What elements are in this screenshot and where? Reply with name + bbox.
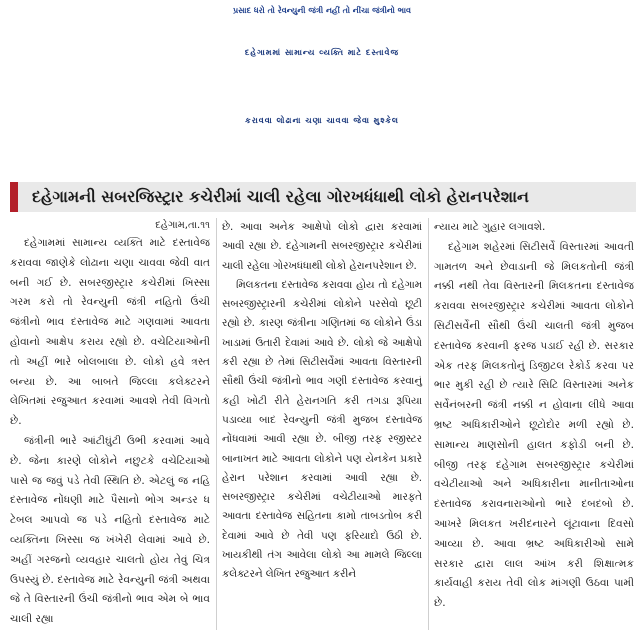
headline-line-2: કરાવવા લોઢાના ચણા ચાવવા જેવા મુશ્કેલ [245,116,399,125]
paragraph: દહેગામમાં સામાન્ય વ્યક્તિ માટે દસ્તાવેજ કરાવવા જાણેકે લોઢાના ચણા ચાવવા જેવી વાત બની ગઈ છે. સબરજીસ્ટ્રાર કચેરીમાં ખિસ્સા ગરમ કરો તો રેવન્યુની જંત્રી નહિતો ઉંચી જંત્રીનો ભાવ દસ્તાવેજ માટે ગણવામાં આવતા હોવાનો આક્ષેપ કરાય રહ્યો છે. વચેટિયાઓની તો અહીં ભારે બોલબાલા છે. લોકો હવે ત્રસ્ત બન્યા છે. આ બાબતે જિલ્લા કલેક્ટરને લેખિતમાં રજુઆત કરવામાં આવશે તેવી વિગતો છે. [10,237,210,428]
column-divider [428,218,429,630]
dateline: દહેગામ,તા.૧૧ [155,220,210,231]
article-column-1 [10,218,210,630]
paragraph: છે. આવા અનેક આક્ષેપો લોકો દ્વારા કરવામાં આવી રહ્યા છે. દહેગામની સબરજીસ્ટ્રાર કચેરીમાં ચાલી રહેલા ગોરખધંધાથી લોકો હેરાનપરેશાન છે. [222,221,422,272]
article-column-2 [222,218,422,585]
subheadline-bar [10,182,636,212]
article-column-3 [434,218,634,614]
subheadline-text: દહેગામની સબરજિસ્ટ્રાર કચેરીમાં ચાલી રહેલા ગોરખધંધાથી લોકો હેરાનપરેશાન [32,187,529,206]
kicker-headline: પ્રસાદ ધરો તો રેવન્યુની જંત્રી નહીં તો નીંચા જંત્રીનો ભાવ [232,6,412,15]
paragraph: જંત્રીની ભારે આંટીઘુંટી ઉભી કરવામાં આવે છે. જેના કારણે લોકોને નછુટકે વચેટિયાઓ પાસે જ જવું પડે તેવી સ્થિતિ છે. એટલું જ નહિ દસ્તાવેજ નોંધણી માટે પૈસાનો ભોગ અન્ડર ધ ટેબલ આપવો જ પડે નહિતો દસ્તાવેજ માટે વ્યક્તિના ખિસ્સા જ ખંખેરી લેવામાં આવે છે. અહીં ગરજનો વ્યવહાર ચાલતો હોય તેવું ચિત્ર ઉપસ્યું છે. દસ્તાવેજ માટે રેવન્યુની જંત્રી અથવા જે તે વિસ્તારની ઉંચી જંત્રીનો ભાવ એમ બે ભાવ ચાલી રહ્યા [10,434,210,626]
headline-line-1: દહેગામમાં સામાન્ય વ્યક્તિ માટે દસ્તાવેજ [244,48,400,57]
column-divider [216,218,217,630]
paragraph: મિલકતના દસ્તાવેજ કરાવવા હોય તો દહેગામ સબરજીસ્ટ્રારની કચેરીમાં લોકોને પરસેવો છૂટી રહ્યો છે. કારણ જંત્રીના ગણિતમાં જ લોકોને ઉંડા ખાડામાં ઉતારી દેવામાં આવે છે. લોકો જે આક્ષેપો કરી રહ્યા છે તેમાં સિટીસર્વેમાં આવતા વિસ્તારની સૌથી ઉંચી જંત્રીનો ભાવ ગણી દસ્તાવેજ કરવાનું કહી ખોટી રીતે હેરાનગતિ કરી તગડા રૂપિયા પડાવ્યા બાદ રેવન્યુની જંત્રી મુજબ દસ્તાવેજ નોંધવામાં આવી રહ્યા છે. બીજી તરફ રજીસ્ટર બાનાખત માટે આવતા લોકોને પણ યેનકેન પ્રકારે હેરાન પરેશાન કરવામાં આવી રહ્યા છે. સબરજીસ્ટ્રાર કચેરીમાં વચેટીયાઓ મારફતે આવતા દસ્તાવેજ સહિતના કામો તાબડતોબ કરી દેવામાં આવે છે તેવી પણ ફરિયાદો ઉઠી છે. ખાયકીથી તંગ આવેલા લોકો આ મામલે જિલ્લા કલેક્ટરને લેખિત રજુઆત કરીને [222,278,422,581]
paragraph: ન્યાય માટે ગુહાર લગાવશે. [434,221,546,233]
paragraph: દહેગામ શહેરમાં સિટીસર્વે વિસ્તારમાં આવતી ગામતળ અને છેવાડાની જે મિલકતોની જંત્રી નક્કી નથી તેવા વિસ્તારની મિલકતના દસ્તાવેજ કરાવવા સબરજીસ્ટ્રાર કચેરીમાં આવતા લોકોને સિટીસર્વેની સૌથી ઉંચી ચાલતી જંત્રી મુજબ દસ્તાવેજ કરવાની ફરજ પડાઈ રહી છે. સરકાર એક તરફ મિલકતોનું ડિજીટલ રેકોર્ડ કરવા પર ભાર મુકી રહી છે ત્યારે સિટિ વિસ્તારમાં અનેક સર્વેનંબરની જંત્રી નક્કી ન હોવાના લીધે આવા ભ્રષ્ટ અધિકારીઓને છૂટોદોર મળી રહ્યો છે. સામાન્ય માણસોની હાલત કફોડી બની છે. બીજી તરફ દહેગામ સબરજીસ્ટ્રાર કચેરીમાં વચેટીયાઓ અને અધિકારીના માનીતાઓના દસ્તાવેજ કરાવનારાઓનો ભારે દબદબો છે. આખરે મિલકત ખરીદનારને લૂંટાવાના દિવસો આવ્યા છે. આવા ભ્રષ્ટ અધિકારીઓ સામે સરકાર દ્વારા લાલ આંખ કરી શિક્ષાત્મક કાર્યવાહી કરાય તેવી લોક માંગણી ઉઠવા પામી છે. [434,240,634,610]
